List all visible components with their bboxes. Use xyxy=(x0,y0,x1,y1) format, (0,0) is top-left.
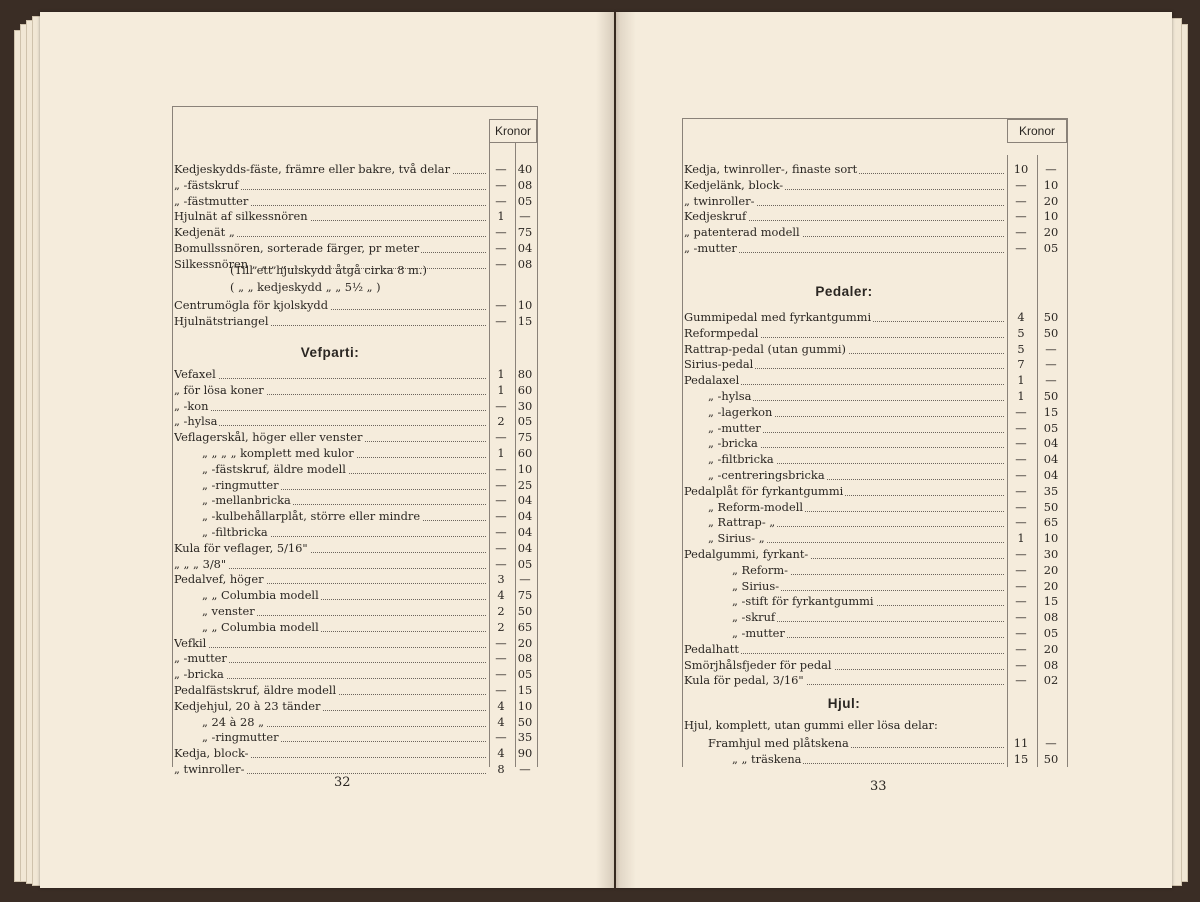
table-row xyxy=(172,478,536,493)
price-kronor: — xyxy=(495,635,507,650)
table-row xyxy=(172,620,536,635)
table-row xyxy=(682,642,1066,657)
price-ore: 05 xyxy=(1043,626,1059,640)
price-kronor: — xyxy=(495,651,507,666)
price-ore: 20 xyxy=(1043,578,1059,593)
price-ore: 10 xyxy=(1043,531,1059,546)
price-kronor: 2 xyxy=(497,604,505,618)
price-kronor: — xyxy=(1015,177,1027,192)
price-ore: — xyxy=(519,572,531,587)
price-kronor: — xyxy=(495,556,507,571)
price-kronor: — xyxy=(495,162,507,176)
table-row xyxy=(172,462,536,477)
price-ore: 60 xyxy=(517,382,533,397)
price-ore: 65 xyxy=(1043,515,1059,530)
price-ore: 08 xyxy=(517,256,533,271)
price-kronor: 4 xyxy=(497,698,505,713)
price-kronor: — xyxy=(1015,499,1027,514)
item-label: „ -kulbehållarplåt, större eller mindre xyxy=(202,509,421,524)
price-ore: 90 xyxy=(517,746,533,761)
price-ore: 50 xyxy=(517,714,533,729)
item-label: „ -mellanbricka xyxy=(202,493,291,508)
price-kronor: — xyxy=(1015,209,1027,224)
price-ore: 10 xyxy=(517,698,533,713)
table-row xyxy=(682,436,1066,451)
table-row xyxy=(682,531,1066,546)
item-label: „ -centreringsbricka xyxy=(708,468,825,482)
price-ore: 08 xyxy=(517,177,533,192)
price-kronor: — xyxy=(495,177,507,192)
table-row xyxy=(172,430,536,445)
price-ore: 08 xyxy=(1043,610,1059,625)
price-kronor: — xyxy=(495,256,507,271)
price-ore: — xyxy=(519,762,531,776)
price-kronor: — xyxy=(1015,578,1027,593)
table-row xyxy=(682,373,1066,388)
item-label: Pedalvef, höger xyxy=(174,572,264,587)
price-kronor: 7 xyxy=(1017,357,1025,372)
table-row xyxy=(172,541,536,556)
item-label: „ „ Columbia modell xyxy=(202,588,319,603)
price-ore: 25 xyxy=(517,477,533,492)
table-row xyxy=(172,298,536,313)
price-kronor: 2 xyxy=(497,414,505,429)
price-ore: 35 xyxy=(517,730,533,745)
item-label: Kedjehjul, 20 à 23 tänder xyxy=(174,698,321,713)
price-kronor: 1 xyxy=(497,446,505,460)
table-row xyxy=(172,493,536,508)
item-label: „ venster xyxy=(202,604,255,618)
price-ore: 05 xyxy=(517,667,533,682)
price-kronor: — xyxy=(495,667,507,682)
page-number: 32 xyxy=(334,775,351,790)
table-row xyxy=(682,357,1066,372)
price-ore: 75 xyxy=(517,588,533,603)
price-ore: 15 xyxy=(1043,594,1059,609)
price-ore: 50 xyxy=(1043,310,1059,324)
item-label: „ -filtbricka xyxy=(708,452,774,467)
table-row xyxy=(682,515,1066,530)
price-ore: 04 xyxy=(1043,452,1059,467)
table-row xyxy=(172,746,536,761)
item-label: „ -bricka xyxy=(708,436,758,451)
price-kronor: — xyxy=(1015,626,1027,640)
item-label: Pedalgummi, fyrkant- xyxy=(684,547,809,561)
item-label: „ -lagerkon xyxy=(708,404,773,419)
table-row xyxy=(682,452,1066,467)
note-line: ( „ „ kedjeskydd „ „ 5½ „ ) xyxy=(230,280,381,294)
price-ore: 15 xyxy=(517,683,533,697)
table-row xyxy=(682,421,1066,436)
item-label: „ -hylsa xyxy=(708,389,752,403)
table-row xyxy=(172,367,536,382)
kronor-header: Kronor xyxy=(1007,119,1067,143)
item-label: „ -fästskruf xyxy=(174,177,239,192)
table-row xyxy=(172,683,536,698)
item-label: „ -mutter xyxy=(732,626,785,640)
table-row xyxy=(172,604,536,619)
price-kronor: 1 xyxy=(497,209,505,224)
table-row xyxy=(682,484,1066,499)
price-ore: — xyxy=(519,209,531,224)
item-label: „ -mutter xyxy=(684,241,737,255)
price-ore: 02 xyxy=(1043,673,1059,688)
item-label: Veflagerskål, höger eller venster xyxy=(174,430,363,445)
table-row xyxy=(172,636,536,651)
price-ore: 80 xyxy=(517,367,533,381)
price-ore: 50 xyxy=(1043,389,1059,403)
price-ore: 08 xyxy=(517,651,533,666)
book-gutter xyxy=(596,12,636,888)
table-row xyxy=(682,194,1066,209)
price-ore: 20 xyxy=(1043,193,1059,208)
item-label: „ Sirius- xyxy=(732,578,780,593)
item-label: Gummipedal med fyrkantgummi xyxy=(684,310,872,324)
price-kronor: 3 xyxy=(497,572,505,587)
table-row xyxy=(172,178,536,193)
price-ore: 75 xyxy=(517,225,533,240)
item-label: „ -stift för fyrkantgummi xyxy=(732,594,874,609)
item-label: „ -mutter xyxy=(708,420,761,435)
price-kronor: — xyxy=(495,313,507,328)
table-row xyxy=(682,468,1066,483)
price-ore: 05 xyxy=(517,193,533,208)
item-label: Framhjul med plåtskena xyxy=(708,736,849,750)
price-ore: 04 xyxy=(1043,436,1059,451)
item-label: Vefkil xyxy=(174,635,207,650)
item-label: Pedalhatt xyxy=(684,641,739,656)
table-row xyxy=(682,626,1066,641)
section-heading-pedaler: Pedaler: xyxy=(815,284,873,299)
item-label: Pedalfästskruf, äldre modell xyxy=(174,683,337,697)
price-kronor: — xyxy=(495,477,507,492)
item-label: „ „ „ 3/8" xyxy=(174,556,227,571)
price-ore: 60 xyxy=(517,446,533,460)
price-kronor: 5 xyxy=(1017,325,1025,340)
table-row xyxy=(172,399,536,414)
item-label: „ -fästskruf, äldre modell xyxy=(202,461,346,476)
table-row xyxy=(172,525,536,540)
price-kronor: — xyxy=(1015,547,1027,561)
table-row xyxy=(172,557,536,572)
table-row xyxy=(172,667,536,682)
item-label: „ „ „ „ komplett med kulor xyxy=(202,446,354,460)
price-kronor: 5 xyxy=(1017,341,1025,356)
table-row xyxy=(172,209,536,224)
price-kronor: 4 xyxy=(497,714,505,729)
item-label: Pedalplåt för fyrkantgummi xyxy=(684,483,844,498)
price-ore: 50 xyxy=(1043,325,1059,340)
section-heading-hjul: Hjul: xyxy=(827,696,861,711)
price-ore: 15 xyxy=(517,313,533,328)
price-kronor: 11 xyxy=(1013,736,1029,750)
item-label: „ 24 à 28 „ xyxy=(202,714,265,729)
price-ore: 15 xyxy=(1043,404,1059,419)
price-ore: 75 xyxy=(517,430,533,445)
price-ore: 20 xyxy=(1043,225,1059,240)
price-ore: — xyxy=(1045,341,1057,356)
price-kronor: 15 xyxy=(1013,751,1029,766)
item-label: Kedjeskydds-fäste, främre eller bakre, två delar xyxy=(174,162,451,176)
price-kronor: — xyxy=(1015,641,1027,656)
item-label: „ twinroller- xyxy=(684,193,755,208)
table-row xyxy=(682,610,1066,625)
note-line: (Till ett hjulskydd åtgå cirka 8 m.) xyxy=(230,263,427,277)
item-label: Pedalaxel xyxy=(684,373,740,388)
table-row xyxy=(682,326,1066,341)
price-ore: 10 xyxy=(1043,177,1059,192)
price-kronor: 1 xyxy=(497,382,505,397)
table-row xyxy=(682,342,1066,357)
item-label: „ -mutter xyxy=(174,651,227,666)
price-ore: 30 xyxy=(1043,547,1059,561)
price-ore: 05 xyxy=(517,414,533,429)
table-row xyxy=(172,588,536,603)
price-ore: 35 xyxy=(1043,483,1059,498)
price-ore: 04 xyxy=(517,493,533,508)
price-kronor: — xyxy=(1015,594,1027,609)
item-label: Kedjeskruf xyxy=(684,209,747,224)
price-kronor: — xyxy=(495,540,507,555)
table-row xyxy=(172,715,536,730)
price-kronor: — xyxy=(1015,225,1027,240)
price-kronor: — xyxy=(1015,436,1027,451)
item-label: „ -bricka xyxy=(174,667,224,682)
price-kronor: — xyxy=(495,730,507,745)
price-kronor: — xyxy=(495,298,507,312)
table-row xyxy=(682,389,1066,404)
item-label: „ „ träskena xyxy=(732,751,802,766)
price-kronor: — xyxy=(1015,673,1027,688)
price-kronor: — xyxy=(495,193,507,208)
page-number: 33 xyxy=(870,779,887,794)
table-row xyxy=(172,194,536,209)
price-ore: 05 xyxy=(517,556,533,571)
item-label: Bomullssnören, sorterade färger, pr meter xyxy=(174,241,420,255)
price-ore: 20 xyxy=(1043,562,1059,577)
price-kronor: — xyxy=(1015,562,1027,577)
table-row xyxy=(682,225,1066,240)
item-label: „ -fästmutter xyxy=(174,193,249,208)
price-kronor: — xyxy=(1015,468,1027,482)
table-row xyxy=(682,658,1066,673)
table-row xyxy=(682,736,1066,751)
table-row xyxy=(682,500,1066,515)
price-ore: 10 xyxy=(517,298,533,312)
item-label: Kula för veflager, 5/16" xyxy=(174,540,308,555)
price-kronor: — xyxy=(495,241,507,255)
table-row xyxy=(172,446,536,461)
price-ore: 40 xyxy=(517,162,533,176)
price-kronor: 1 xyxy=(1017,531,1025,546)
price-ore: 08 xyxy=(1043,657,1059,672)
item-label: „ twinroller- xyxy=(174,762,245,776)
table-row xyxy=(682,178,1066,193)
table-row xyxy=(172,572,536,587)
table-row xyxy=(172,314,536,329)
price-kronor: 2 xyxy=(497,619,505,634)
price-ore: — xyxy=(1045,736,1057,750)
item-label: „ -skruf xyxy=(732,610,776,625)
item-label: Vefaxel xyxy=(174,367,216,381)
table-row xyxy=(172,414,536,429)
price-kronor: 4 xyxy=(1017,310,1025,324)
item-label: „ -kon xyxy=(174,398,209,413)
table-row xyxy=(172,225,536,240)
price-kronor: — xyxy=(495,430,507,445)
price-ore: 20 xyxy=(1043,641,1059,656)
price-ore: 50 xyxy=(1043,751,1059,766)
table-row xyxy=(682,594,1066,609)
price-ore: 65 xyxy=(517,619,533,634)
item-label: Smörjhålsfjeder för pedal xyxy=(684,657,832,672)
price-kronor: — xyxy=(1015,241,1027,255)
table-row xyxy=(682,162,1066,177)
price-kronor: — xyxy=(1015,452,1027,467)
price-kronor: — xyxy=(495,225,507,240)
item-label: Hjulnätstriangel xyxy=(174,313,269,328)
item-label: Sirius-pedal xyxy=(684,357,754,372)
price-kronor: — xyxy=(1015,483,1027,498)
item-label: „ Rattrap- „ xyxy=(708,515,776,530)
price-kronor: 10 xyxy=(1013,162,1029,176)
item-label: Reformpedal xyxy=(684,325,759,340)
item-label: „ „ Columbia modell xyxy=(202,619,319,634)
price-kronor: 1 xyxy=(497,367,505,381)
price-kronor: — xyxy=(495,398,507,413)
table-row xyxy=(682,310,1066,325)
price-kronor: — xyxy=(1015,515,1027,530)
price-kronor: — xyxy=(1015,193,1027,208)
table-row xyxy=(172,509,536,524)
price-kronor: — xyxy=(495,493,507,508)
item-label: „ -hylsa xyxy=(174,414,218,429)
kronor-header: Kronor xyxy=(489,119,537,143)
table-row xyxy=(172,241,536,256)
item-label: Kula för pedal, 3/16" xyxy=(684,673,804,688)
price-kronor: 1 xyxy=(1017,389,1025,403)
price-kronor: — xyxy=(495,461,507,476)
price-kronor: — xyxy=(1015,404,1027,419)
price-ore: 30 xyxy=(517,398,533,413)
item-label: Kedjelänk, block- xyxy=(684,177,784,192)
price-kronor: — xyxy=(495,509,507,524)
hjul-intro: Hjul, komplett, utan gummi eller lösa delar: xyxy=(684,718,938,732)
item-label: Hjulnät af silkessnören xyxy=(174,209,308,224)
price-ore: 04 xyxy=(517,540,533,555)
price-ore: 05 xyxy=(1043,420,1059,435)
table-row xyxy=(682,579,1066,594)
price-ore: 50 xyxy=(1043,499,1059,514)
item-label: „ Reform- xyxy=(732,562,789,577)
price-ore: 04 xyxy=(1043,468,1059,482)
item-label: Kedja, twinroller-, finaste sort xyxy=(684,162,858,176)
item-label: „ -filtbricka xyxy=(202,525,268,539)
price-ore: 50 xyxy=(517,604,533,618)
price-kronor: — xyxy=(1015,657,1027,672)
item-label: Kedjenät „ xyxy=(174,225,235,240)
section-heading-vefparti: Vefparti: xyxy=(300,345,360,360)
item-label: „ för lösa koner xyxy=(174,382,264,397)
price-ore: — xyxy=(1045,373,1057,388)
price-ore: — xyxy=(1045,357,1057,372)
table-row xyxy=(172,651,536,666)
table-row xyxy=(172,162,536,177)
item-label: „ patenterad modell xyxy=(684,225,800,240)
table-row xyxy=(682,673,1066,688)
table-row xyxy=(172,730,536,745)
price-kronor: — xyxy=(1015,610,1027,625)
price-kronor: 8 xyxy=(497,762,505,776)
table-row xyxy=(172,699,536,714)
table-row xyxy=(682,405,1066,420)
price-kronor: — xyxy=(495,683,507,697)
table-row xyxy=(172,383,536,398)
price-kronor: 1 xyxy=(1017,373,1025,388)
price-ore: — xyxy=(1045,162,1057,176)
price-kronor: — xyxy=(1015,420,1027,435)
table-row xyxy=(682,209,1066,224)
table-row xyxy=(682,752,1066,767)
item-label: „ Reform-modell xyxy=(708,499,803,514)
price-kronor: 4 xyxy=(497,746,505,761)
item-label: Centrumögla för kjolskydd xyxy=(174,298,328,312)
item-label: Silkessnören „ „ „ „ xyxy=(174,256,287,271)
table-row xyxy=(682,547,1066,562)
item-label: Kedja, block- xyxy=(174,746,249,761)
table-row xyxy=(682,563,1066,578)
price-ore: 04 xyxy=(517,509,533,524)
price-ore: 20 xyxy=(517,635,533,650)
price-kronor: — xyxy=(495,525,507,539)
item-label: „ -ringmutter xyxy=(202,477,279,492)
price-ore: 10 xyxy=(1043,209,1059,224)
price-ore: 04 xyxy=(517,241,533,255)
item-label: Rattrap-pedal (utan gummi) xyxy=(684,341,846,356)
table-row xyxy=(172,762,536,777)
price-kronor: 4 xyxy=(497,588,505,603)
table-row xyxy=(682,241,1066,256)
price-ore: 10 xyxy=(517,461,533,476)
price-ore: 04 xyxy=(517,525,533,539)
item-label: „ -ringmutter xyxy=(202,730,279,745)
item-label: „ Sirius- „ xyxy=(708,531,765,546)
price-ore: 05 xyxy=(1043,241,1059,255)
